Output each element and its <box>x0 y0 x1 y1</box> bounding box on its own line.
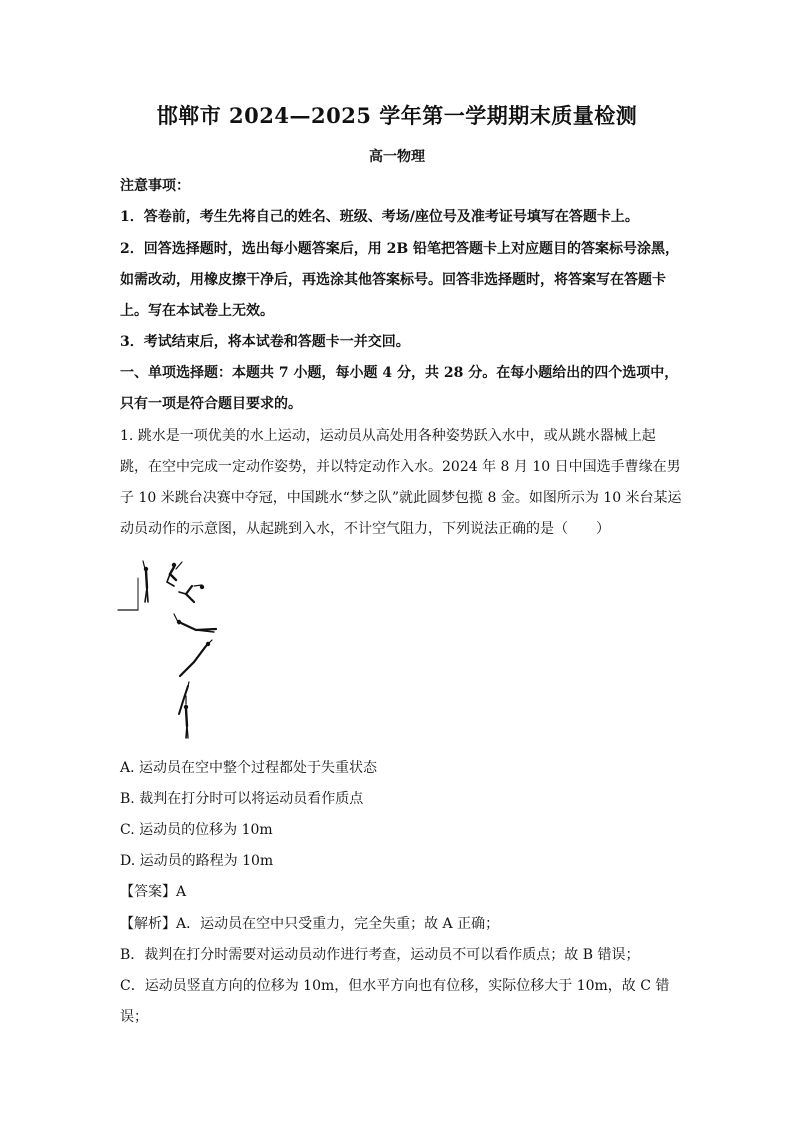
exam-subject: 高一物理 <box>369 149 425 165</box>
question-1-option-d: D. 运动员的路程为 10m <box>120 853 274 869</box>
diver-silhouette-tuck <box>167 562 182 586</box>
question-1-analysis-line-4: 误； <box>120 1009 148 1025</box>
question-1-stem-line-4: 动员动作的示意图，从起跳到入水，不计空气阻力，下列说法正确的是（ ） <box>120 521 610 537</box>
notice-heading: 注意事项： <box>120 178 190 194</box>
exam-title: 邯郸市 2024—2025 学年第一学期期末质量检测 <box>156 103 638 128</box>
diver-silhouette-entry-prep <box>179 682 189 714</box>
question-1-answer: 【答案】A <box>120 884 187 900</box>
question-1-option-c: C. 运动员的位移为 10m <box>120 822 273 838</box>
notice-line-2: 2．回答选择题时，选出每小题答案后，用 2B 铅笔把答题卡上对应题目的答案标号涂黑， <box>120 241 680 257</box>
question-1-stem-line-2: 跳，在空中完成一定动作姿势，并以特定动作入水。2024 年 8 月 10 日中国选手曹缘在男 <box>120 459 681 475</box>
question-1-analysis-line-3: C．运动员竖直方向的位移为 10m，但水平方向也有位移，实际位移大于 10m，故 C 错 <box>120 978 670 994</box>
section-heading-line-2: 只有一项是符合题目要求的。 <box>120 396 302 412</box>
question-1-stem-line-3: 子 10 米跳台决赛中夺冠，中国跳水“梦之队”就此圆梦包揽 8 金。如图所示为 10 米台某运 <box>120 490 682 506</box>
diver-sequence-figure <box>116 556 226 741</box>
question-1-option-b: B. 裁判在打分时可以将运动员看作质点 <box>120 791 364 807</box>
diver-silhouette-standing <box>143 561 148 602</box>
diver-silhouette-descending <box>180 640 212 676</box>
diver-silhouette-water-entry <box>184 696 188 738</box>
notice-line-5: 3．考试结束后，将本试卷和答题卡一并交回。 <box>120 334 410 350</box>
notice-line-3: 如需改动，用橡皮擦干净后，再选涂其他答案标号。回答非选择题时，将答案写在答题卡 <box>120 272 666 288</box>
diver-silhouette-layout <box>174 614 216 632</box>
notice-line-4: 上。写在本试卷上无效。 <box>120 303 274 319</box>
notice-line-1: 1．答卷前，考生先将自己的姓名、班级、考场/座位号及准考证号填写在答题卡上。 <box>120 209 639 225</box>
diver-silhouette-pike <box>179 585 204 602</box>
question-1-option-a: A. 运动员在空中整个过程都处于失重状态 <box>120 760 378 776</box>
section-heading-line-1: 一、单项选择题：本题共 7 小题，每小题 4 分，共 28 分。在每小题给出的四个选项中， <box>120 365 679 381</box>
question-1-stem-line-1: 1. 跳水是一项优美的水上运动，运动员从高处用各种姿势跃入水中，或从跳水器械上起 <box>120 428 656 444</box>
question-1-analysis-line-2: B．裁判在打分时需要对运动员动作进行考查，运动员不可以看作质点；故 B 错误； <box>120 947 640 963</box>
question-1-analysis-line-1: 【解析】A．运动员在空中只受重力，完全失重；故 A 正确； <box>120 916 500 932</box>
